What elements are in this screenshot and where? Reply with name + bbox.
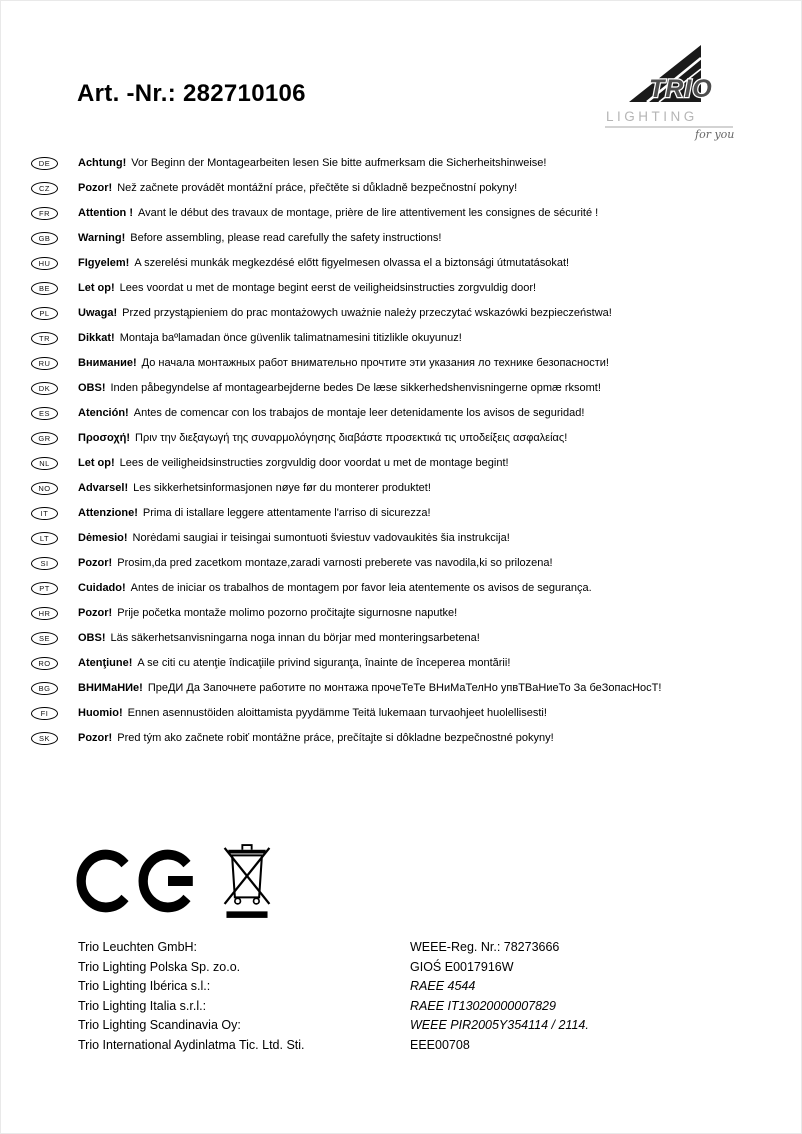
lang-badge-pl: PL	[31, 307, 58, 320]
warning-row-de	[31, 157, 776, 170]
warning-lead: Dėmesio!	[78, 532, 128, 544]
company-name: Trio Lighting Scandinavia Oy:	[78, 1018, 241, 1032]
company-reg: WEEE PIR2005Y354114 / 2114.	[410, 1018, 589, 1032]
warning-lead: Dikkat!	[78, 332, 115, 344]
warning-row-fr	[31, 207, 776, 220]
warning-lead: FIgyelem!	[78, 257, 130, 269]
warning-row-cz	[31, 182, 776, 195]
warning-lead: Внимание!	[78, 357, 137, 369]
warning-lead: Advarsel!	[78, 482, 129, 494]
lang-badge-hr: HR	[31, 607, 58, 620]
lang-badge-gb: GB	[31, 232, 58, 245]
warning-text: Antes de comencar con los trabajos de montaje leer detenidamente los avisos de seguridad!	[133, 407, 585, 419]
lang-badge-tr: TR	[31, 332, 58, 345]
warning-text: Antes de iniciar os trabalhos de montagem por favor leia atentemente os avisos de segurança.	[130, 582, 592, 594]
company-name: Trio Lighting Italia s.r.l.:	[78, 998, 207, 1013]
warning-row-ro	[31, 657, 776, 670]
safety-warnings-list	[31, 157, 776, 745]
lang-badge-dk: DK	[31, 382, 58, 395]
warning-lead: Pozor!	[78, 607, 113, 619]
warning-row-pl	[31, 307, 776, 320]
company-row	[78, 938, 589, 958]
warning-text: A se citi cu atenţie îndicaţiile privind siguranţa, înainte de începerea montării!	[137, 657, 511, 669]
warning-lead: Attention !	[78, 207, 133, 219]
lang-badge-sk: SK	[31, 732, 58, 745]
warning-row-hr	[31, 607, 776, 620]
warning-text: Lees voordat u met de montage begint eerst de veiligheidsinstructies zorgvuldig door!	[119, 282, 537, 294]
lang-badge-fr: FR	[31, 207, 58, 220]
warning-text: Norėdami saugiai ir teisingai sumontuoti šviestuv vadovaukitės šia instrukcija!	[132, 532, 510, 544]
warning-text: Montaja baºlamadan önce güvenlik talimatnamesini titizlikle okuyunuz!	[119, 332, 462, 344]
warning-lead: ВНИМаНИе!	[78, 682, 143, 694]
page-title: Art. -Nr.: 282710106	[77, 80, 306, 107]
warning-text: Prima di istallare leggere attentamente l'arriso di sicurezza!	[142, 507, 431, 519]
warning-row-sk	[31, 732, 776, 745]
warning-lead: Let op!	[78, 457, 115, 469]
warning-lead: Pozor!	[78, 557, 113, 569]
lang-badge-nl: NL	[31, 457, 58, 470]
company-row	[78, 958, 589, 978]
warning-row-pt	[31, 582, 776, 595]
company-reg: RAEE IT13020000007829	[410, 998, 556, 1013]
warning-row-bg	[31, 682, 776, 695]
lang-badge-cz: CZ	[31, 182, 58, 195]
lang-badge-ru: RU	[31, 357, 58, 370]
company-name: Trio Leuchten GmbH:	[78, 940, 198, 954]
warning-text: Läs säkerhetsanvisningarna noga innan du börjar med monteringsarbetena!	[110, 632, 480, 644]
warning-text: Les sikkerhetsinformasjonen nøye før du monterer produktet!	[133, 482, 431, 494]
trio-logo	[603, 44, 735, 146]
company-registration-block	[78, 938, 589, 1055]
warning-row-ru	[31, 357, 776, 370]
warning-lead: OBS!	[78, 632, 106, 644]
company-reg: EEE00708	[410, 1037, 470, 1052]
lang-badge-es: ES	[31, 407, 58, 420]
warning-lead: Atención!	[78, 407, 129, 419]
warning-text: Lees de veiligheidsinstructies zorgvuldig door voordat u met de montage begint!	[119, 457, 509, 469]
lang-badge-it: IT	[31, 507, 58, 520]
lang-badge-si: SI	[31, 557, 58, 570]
warning-row-gb	[31, 232, 776, 245]
warning-row-be	[31, 282, 776, 295]
warning-lead: Atenţiune!	[78, 657, 133, 669]
warning-lead: Huomio!	[78, 707, 123, 719]
warning-text: A szerelési munkák megkezdésé előtt figyelmesen olvassa el a biztonsági útmutatásokat!	[134, 257, 570, 269]
lang-badge-lt: LT	[31, 532, 58, 545]
warning-lead: Pozor!	[78, 182, 113, 194]
weee-bin-icon	[219, 842, 275, 921]
lang-badge-pt: PT	[31, 582, 58, 595]
compliance-marks	[75, 842, 275, 921]
lang-badge-be: BE	[31, 282, 58, 295]
lang-badge-ro: RO	[31, 657, 58, 670]
warning-row-si	[31, 557, 776, 570]
company-row	[78, 997, 589, 1017]
warning-text: Przed przystąpieniem do prac montażowych uważnie należy przeczytać wskazówki bezpieczeństwa!	[122, 307, 612, 319]
warning-row-it	[31, 507, 776, 520]
warning-row-es	[31, 407, 776, 420]
warning-lead: OBS!	[78, 382, 106, 394]
trio-lighting-text: LIGHTING	[606, 109, 698, 124]
warning-row-gr	[31, 432, 776, 445]
warning-lead: Let op!	[78, 282, 115, 294]
company-row	[78, 1036, 589, 1056]
warning-text: ПреДИ Да Започнете работите по монтажа прочеТеТе ВНиМаТелНо упвТВаНиеТо За беЗопасНосТ!	[147, 682, 662, 694]
warning-text: Ennen asennustöiden aloittamista pyydämme Teitä lukemaan turvaohjeet huolellisesti!	[127, 707, 547, 719]
warning-text: Vor Beginn der Montagearbeiten lesen Sie bitte aufmerksam die Sicherheitshinweise!	[131, 157, 547, 169]
warning-text: Než začnete provádět montážní práce, přečtěte si důkladně bezpečnostní pokyny!	[117, 182, 518, 194]
warning-row-dk	[31, 382, 776, 395]
warning-text: Πριν την διεξαγωγή της συναρμολόγησης διαβάστε προσεκτικά τις υποδείξεις ασφαλείας!	[135, 432, 568, 444]
company-reg: RAEE 4544	[410, 979, 476, 993]
company-name: Trio International Aydinlatma Tic. Ltd. Sti.	[78, 1037, 305, 1052]
lang-badge-bg: BG	[31, 682, 58, 695]
company-name: Trio Lighting Polska Sp. zo.o.	[78, 959, 241, 974]
lang-badge-fi: FI	[31, 707, 58, 720]
warning-lead: Uwaga!	[78, 307, 118, 319]
ce-mark-icon	[75, 848, 199, 914]
lang-badge-se: SE	[31, 632, 58, 645]
warning-text: Inden påbegyndelse af montagearbejderne bedes De læse sikkerhedshenvisningerne opmæ rksomt!	[110, 382, 601, 394]
warning-text: Avant le début des travaux de montage, prière de lire attentivement les consignes de sécurité !	[137, 207, 599, 219]
lang-badge-hu: HU	[31, 257, 58, 270]
lang-badge-de: DE	[31, 157, 58, 170]
warning-lead: Warning!	[78, 232, 126, 244]
warning-text: Pred tým ako začnete robiť montážne práce, prečítajte si dôkladne bezpečnostné pokyny!	[117, 732, 554, 744]
warning-lead: Προσοχή!	[78, 432, 131, 444]
warning-text: Prije početka montaže molimo pozorno pročitajte sigurnosne naputke!	[117, 607, 458, 619]
trio-brand-text: TRIO	[649, 75, 713, 103]
warning-text: Before assembling, please read carefully the safety instructions!	[130, 232, 442, 244]
warning-row-nl	[31, 457, 776, 470]
lang-badge-no: NO	[31, 482, 58, 495]
warning-lead: Pozor!	[78, 732, 113, 744]
lang-badge-gr: GR	[31, 432, 58, 445]
warning-row-hu	[31, 257, 776, 270]
warning-row-lt	[31, 532, 776, 545]
warning-text: Prosim,da pred zacetkom montaze,zaradi varnosti preberete vas navodila,ki so prilozena!	[117, 557, 553, 569]
warning-row-fi	[31, 707, 776, 720]
company-row	[78, 1016, 589, 1036]
company-reg: GIOŚ E0017916W	[410, 959, 514, 974]
warning-text: До начала монтажных работ внимательно прочтите эти указания ло технике безопасности!	[141, 357, 609, 369]
trio-tagline-text: for you	[695, 128, 735, 141]
warning-lead: Attenzione!	[78, 507, 138, 519]
warning-lead: Cuidado!	[78, 582, 126, 594]
company-name: Trio Lighting Ibérica s.l.:	[78, 979, 211, 993]
warning-row-tr	[31, 332, 776, 345]
company-reg: WEEE-Reg. Nr.: 78273666	[410, 940, 560, 954]
company-row	[78, 977, 589, 997]
warning-row-se	[31, 632, 776, 645]
warning-lead: Achtung!	[78, 157, 127, 169]
warning-row-no	[31, 482, 776, 495]
